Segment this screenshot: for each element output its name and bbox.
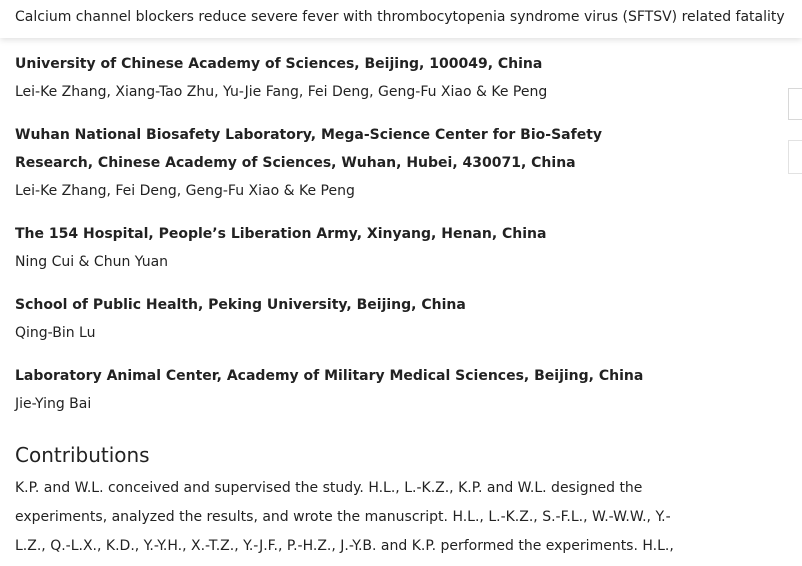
sticky-article-header — [0, 0, 802, 38]
contributions-text: K.P. and W.L. conceived and supervised the study. H.L., L.-K.Z., K.P. and W.L. designed the experiments, analyzed the results, and wrote the manuscript. H.L., L.-K.Z., S.-F.L., W.-W.W., Y.-L.Z., Q.-L.X., K.D., Y.-Y.H., X.-T.Z., Y.-J.F., P.-H.Z., J.-Y.B. and K.P. performed the experiments. H.L., — [15, 480, 674, 554]
affiliation-name: Wuhan National Biosafety Laboratory, Mega-Science Center for Bio-Safety Research, Chinese Academy of Sciences, Wuhan, Hubei, 430071, China — [15, 127, 603, 171]
affiliation-item — [15, 291, 755, 348]
affiliations-list — [15, 50, 755, 554]
side-panel-tab[interactable] — [788, 88, 802, 120]
affiliation-authors[interactable]: Lei-Ke Zhang, Fei Deng, Geng-Fu Xiao & Ke Peng — [15, 183, 355, 199]
affiliation-name: The 154 Hospital, People’s Liberation Army, Xinyang, Henan, China — [15, 226, 547, 242]
affiliation-item — [15, 121, 755, 206]
side-panel-tab[interactable] — [788, 140, 802, 174]
article-title[interactable]: Calcium channel blockers reduce severe fever with thrombocytopenia syndrome virus (SFTSV) related fatality — [15, 9, 785, 25]
affiliation-authors[interactable]: Jie-Ying Bai — [15, 396, 92, 412]
contributions-heading: Contributions — [15, 443, 150, 467]
affiliation-item — [15, 220, 755, 277]
affiliation-item — [15, 362, 755, 419]
affiliation-name: School of Public Health, Peking University, Beijing, China — [15, 297, 466, 313]
affiliation-authors[interactable]: Ning Cui & Chun Yuan — [15, 254, 169, 270]
affiliation-item — [15, 50, 755, 107]
affiliation-authors[interactable]: Lei-Ke Zhang, Xiang-Tao Zhu, Yu-Jie Fang, Fei Deng, Geng-Fu Xiao & Ke Peng — [15, 84, 548, 100]
affiliation-name: Laboratory Animal Center, Academy of Military Medical Sciences, Beijing, China — [15, 368, 644, 384]
affiliation-authors[interactable]: Qing-Bin Lu — [15, 325, 96, 341]
affiliation-name: University of Chinese Academy of Sciences, Beijing, 100049, China — [15, 56, 543, 72]
